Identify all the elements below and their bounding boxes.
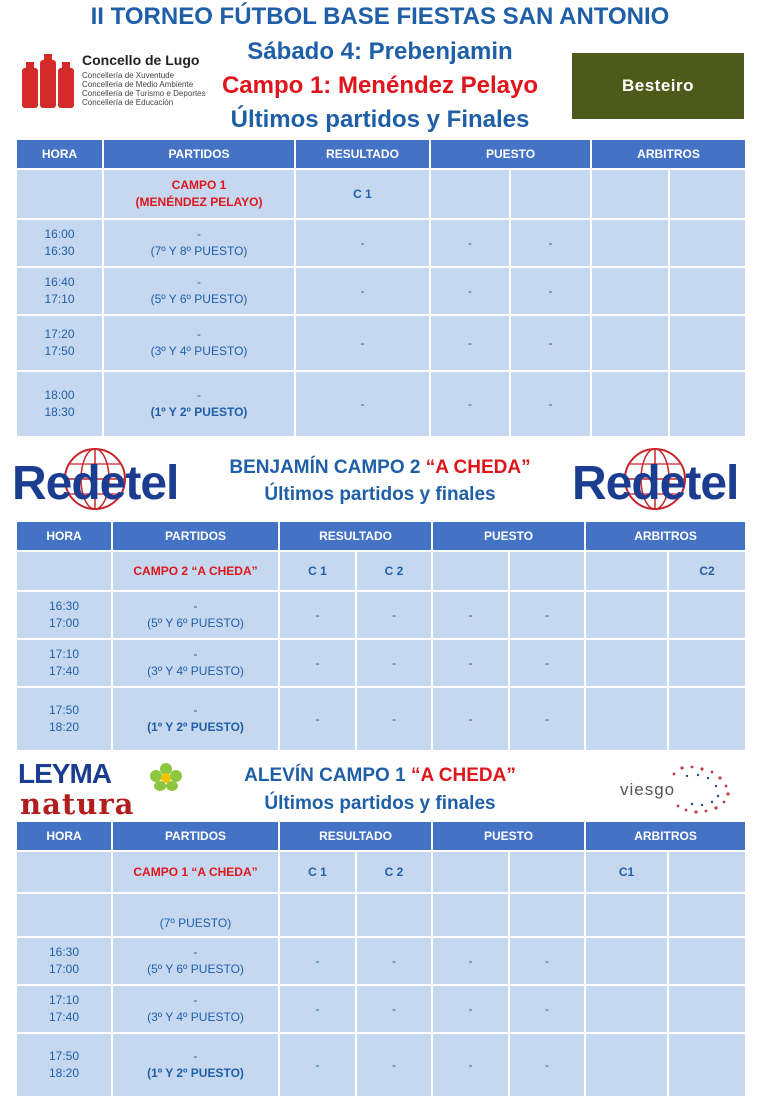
table-row [16,591,746,639]
place-cell: - [432,1033,509,1097]
referee-cell [591,315,669,371]
match-cell: - (1º Y 2º PUESTO) [112,687,279,751]
result-cell: - [356,1033,432,1097]
match-cell: - (1º Y 2º PUESTO) [112,1033,279,1097]
referee-cell [591,219,669,267]
result-cell: - [356,985,432,1033]
time-cell: 18:00 18:30 [16,371,103,437]
time-cell: 17:10 17:40 [16,985,112,1033]
table-row [16,687,746,751]
col-puesto: PUESTO [432,521,585,551]
table-row [16,219,746,267]
col-resultado: RESULTADO [279,521,432,551]
referee-cell [668,937,746,985]
result-cell: - [295,371,430,437]
field-title: Campo 1: Menéndez Pelayo [221,72,539,99]
table-row [16,267,746,315]
table-row [16,639,746,687]
barrels-icon [20,54,78,110]
place-cell: - [509,687,585,751]
section3-subtitle: Últimos partidos y finales [264,793,496,814]
place-cell: - [510,371,591,437]
place-cell: - [430,219,510,267]
col-puesto: PUESTO [430,139,591,169]
time-cell: 17:20 17:50 [16,315,103,371]
col-partidos: PARTIDOS [103,139,295,169]
concello-lugo-logo [20,50,206,112]
empty-cell [432,551,509,591]
table-row [16,937,746,985]
besteiro-text: Besteiro [621,76,695,95]
empty-cell [432,851,509,893]
place-cell: - [510,219,591,267]
referee-cell [669,371,746,437]
redetel-text: Redetel [12,457,179,510]
result-cell: - [279,591,356,639]
referee-cell [669,219,746,267]
section3-title: ALEVÍN CAMPO 1 “A CHEDA” [244,765,516,786]
referee-cell [585,1033,668,1097]
col-resultado: RESULTADO [295,139,430,169]
result-cell [279,893,356,937]
empty-cell [509,851,585,893]
result-cell: - [279,937,356,985]
lugo-line: Concellería de Educación [82,98,174,107]
time-cell [16,893,112,937]
place-cell: - [432,937,509,985]
result-cell: - [295,267,430,315]
empty-cell [585,551,668,591]
result-cell [356,893,432,937]
result-col-label: C 1 [295,169,430,219]
result-cell: - [356,591,432,639]
col-arbitros: ARBITROS [585,521,746,551]
time-cell: 17:50 18:20 [16,1033,112,1097]
col-hora: HORA [16,139,103,169]
section2-subtitle: Últimos partidos y finales [264,484,496,505]
section2-title: BENJAMÍN CAMPO 2 “A CHEDA” [229,457,531,478]
field-label-line: CAMPO 1 [171,178,227,192]
match-cell: - (5º Y 6º PUESTO) [112,937,279,985]
empty-cell [591,169,669,219]
match-cell: (7º PUESTO) [112,893,279,937]
result-col-label: C 2 [356,551,432,591]
redetel-text: Redetel [572,457,739,510]
place-cell [509,893,585,937]
empty-cell [430,169,510,219]
lugo-line: Concellería de Xuventude [82,71,175,80]
schedule-table-prebenjamin [15,138,747,438]
referee-cell [668,687,746,751]
lugo-line: Concellería de Turismo e Deportes [82,89,206,98]
result-cell: - [279,687,356,751]
place-cell: - [430,267,510,315]
field-label-cell: CAMPO 2 “A CHEDA” [112,551,279,591]
time-cell: 17:50 18:20 [16,687,112,751]
match-cell: - (5º Y 6º PUESTO) [103,267,295,315]
referee-cell [585,687,668,751]
schedule-table-alevin [15,820,747,1098]
viesgo-text: viesgo [620,780,676,799]
place-cell: - [509,639,585,687]
time-cell: 16:40 17:10 [16,267,103,315]
place-cell: - [510,315,591,371]
result-cell: - [279,639,356,687]
result-cell: - [279,1033,356,1097]
time-cell: 16:30 17:00 [16,591,112,639]
place-cell: - [430,371,510,437]
col-arbitros: ARBITROS [591,139,746,169]
result-cell: - [356,687,432,751]
result-col-label: C 1 [279,851,356,893]
referee-cell [668,1033,746,1097]
referee-cell [668,639,746,687]
place-cell [432,893,509,937]
empty-cell [510,169,591,219]
table-row [16,893,746,937]
result-col-label: C 1 [279,551,356,591]
table-row [16,315,746,371]
col-resultado: RESULTADO [279,821,432,851]
place-cell: - [432,985,509,1033]
place-cell: - [509,937,585,985]
field-label-line: (MENÉNDEZ PELAYO) [135,195,263,209]
result-col-label: C 2 [356,851,432,893]
referee-cell [669,315,746,371]
time-cell: 17:10 17:40 [16,639,112,687]
result-cell: - [279,985,356,1033]
result-cell: - [295,219,430,267]
natura-text: natura [20,787,135,821]
place-cell: - [430,315,510,371]
referee-label: C1 [585,851,668,893]
result-cell: - [356,639,432,687]
referee-cell [585,591,668,639]
referee-cell [669,267,746,315]
referee-cell [668,893,746,937]
referee-cell [585,985,668,1033]
day-subtitle: Sábado 4: Prebenjamin [247,38,513,65]
besteiro-logo [572,53,744,119]
referee-label: C2 [668,551,746,591]
field-label-cell: CAMPO 1 “A CHEDA” [112,851,279,893]
place-cell: - [432,687,509,751]
referee-cell [585,937,668,985]
page-title: II TORNEO FÚTBOL BASE FIESTAS SAN ANTONIO [90,3,670,30]
table-row [16,985,746,1033]
referee-cell [585,893,668,937]
match-cell: - (5º Y 6º PUESTO) [112,591,279,639]
empty-cell [668,851,746,893]
table-row [16,371,746,437]
referee-cell [591,267,669,315]
result-cell: - [295,315,430,371]
empty-cell [669,169,746,219]
match-cell: - (1º Y 2º PUESTO) [103,371,295,437]
time-cell: 16:30 17:00 [16,937,112,985]
referee-cell [668,985,746,1033]
referee-cell [585,639,668,687]
section-subtitle: Últimos partidos y Finales [230,106,530,133]
place-cell: - [509,1033,585,1097]
place-cell: - [509,985,585,1033]
empty-cell [16,551,112,591]
match-cell: - (7º Y 8º PUESTO) [103,219,295,267]
field-label-cell [103,169,295,219]
lugo-name: Concello de Lugo [82,52,200,68]
schedule-table-benjamin [15,520,747,752]
referee-cell [668,591,746,639]
time-cell: 16:00 16:30 [16,219,103,267]
col-partidos: PARTIDOS [112,521,279,551]
col-hora: HORA [16,521,112,551]
leyma-text: LEYMA [18,758,111,789]
place-cell: - [432,639,509,687]
match-cell: - (3º Y 4º PUESTO) [112,639,279,687]
referee-cell [591,371,669,437]
match-cell: - (3º Y 4º PUESTO) [112,985,279,1033]
place-cell: - [510,267,591,315]
match-cell: - (3º Y 4º PUESTO) [103,315,295,371]
col-partidos: PARTIDOS [112,821,279,851]
empty-cell [509,551,585,591]
col-arbitros: ARBITROS [585,821,746,851]
table-row [16,1033,746,1097]
empty-cell [16,851,112,893]
empty-cell [16,169,103,219]
col-puesto: PUESTO [432,821,585,851]
result-cell: - [356,937,432,985]
lugo-line: Concellería de Medio Ambiente [82,80,194,89]
place-cell: - [509,591,585,639]
place-cell: - [432,591,509,639]
col-hora: HORA [16,821,112,851]
